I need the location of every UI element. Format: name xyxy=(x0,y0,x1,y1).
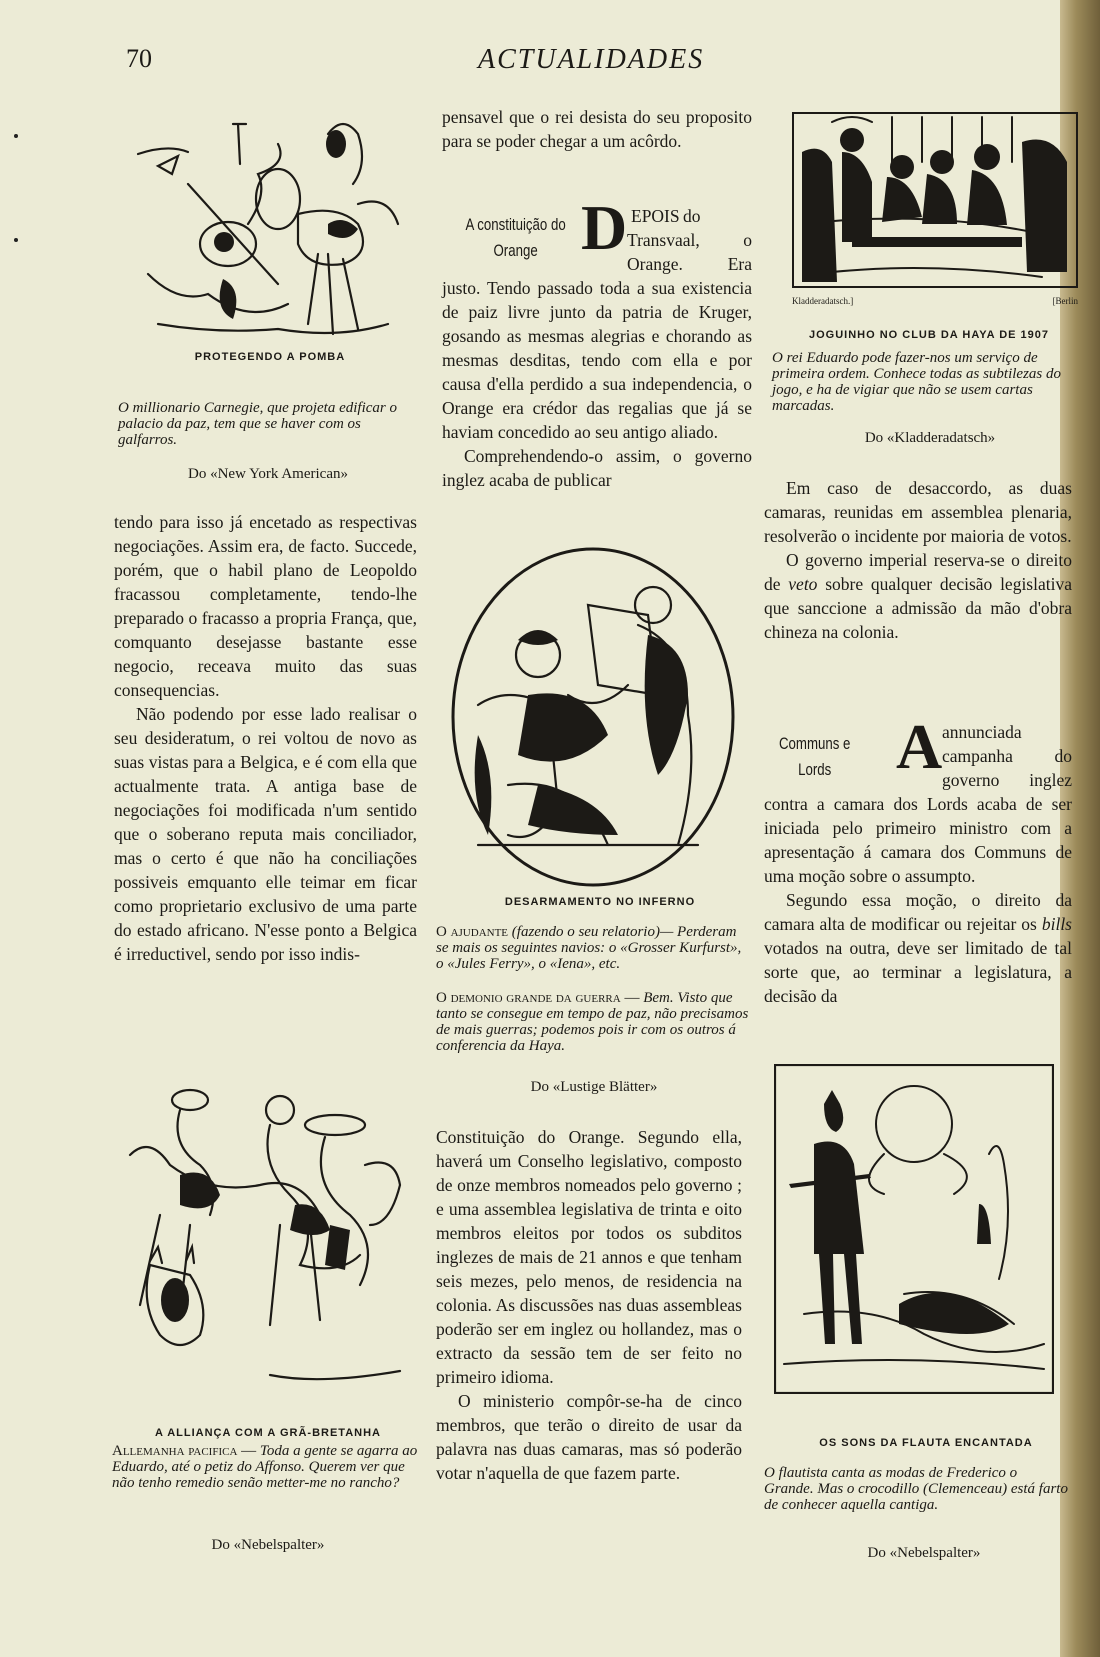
pomba-cartoon-illustration xyxy=(128,104,412,354)
sidehead-orange: A constituição do Orange xyxy=(465,215,566,260)
club-haya-source: Do «Kladderadatsch» xyxy=(864,430,996,446)
lords-paragraph-text: annunciada campanha do governo inglez contra a camara dos Lords acaba de ser iniciada pelo primeiro ministro com a apresentação á camara dos Communs de uma moção sobre o assumpto. xyxy=(764,722,1072,886)
orange-float-spacer xyxy=(442,204,627,276)
column-2-lower-text xyxy=(436,1125,742,1485)
inferno-speaker-1: O ajudante xyxy=(436,924,509,940)
inferno-source: Do «Lustige Blätter» xyxy=(530,1079,658,1095)
orange-body xyxy=(442,204,752,492)
club-haya-caption-title: JOGUINHO NO CLUB DA HAYA DE 1907 xyxy=(808,329,1050,341)
club-haya-signature-left: Kladderadatsch.] xyxy=(792,296,854,306)
inferno-cartoon-illustration xyxy=(448,545,738,890)
alliance-caption-title: A ALLIANÇA COM A GRÃ-BRETANHA xyxy=(155,1427,381,1439)
column-1-text xyxy=(114,510,417,966)
col2-paragraph-top: pensavel que o rei desista do seu proposito para se poder chegar a um acôrdo. xyxy=(442,107,752,151)
col3-p3-part-b: votados na outra, deve ser limitado de tal sorte que, ao terminar a legislatura, a decisão da xyxy=(764,938,1072,1006)
inferno-caption-1 xyxy=(436,924,752,972)
col3-p2-part-a: O governo imperial reserva-se o direito de xyxy=(764,550,1072,594)
margin-mark xyxy=(14,238,18,242)
flauta-caption-title: OS SONS DA FLAUTA ENCANTADA xyxy=(819,1437,1033,1449)
lords-article xyxy=(764,720,1072,1008)
alliance-cartoon-illustration xyxy=(120,1075,416,1397)
margin-mark xyxy=(14,134,18,138)
alliance-source: Do «Nebelspalter» xyxy=(211,1537,325,1553)
column-3-upper-text xyxy=(764,476,1072,644)
club-haya-illustration xyxy=(792,112,1078,288)
col3-paragraph-2 xyxy=(764,548,1072,644)
col3-p3-part-a: Segundo essa moção, o direito da camara alta de modificar ou rejeitar os xyxy=(764,890,1072,934)
inferno-text-2: Bem. Visto que tanto se consegue em tempo de paz, não precisamos de mais guerras; podemos pois ir com os outros á conferencia da Haya. xyxy=(436,990,749,1054)
dropcap-orange: D xyxy=(581,192,628,263)
flauta-caption: O flautista canta as modas de Frederico o Grande. Mas o crocodillo (Clemenceau) está farto de conhecer aquella cantiga. xyxy=(764,1465,1068,1513)
club-haya-caption: O rei Eduardo pode fazer-nos um serviço de primeira ordem. Conhece todas as subtilezas do jogo, e ha de vigiar que não se usem cartas marcadas. xyxy=(772,350,1062,414)
col3-paragraph-3 xyxy=(764,888,1072,1008)
pomba-caption: O millionario Carnegie, que projeta edificar o palacio da paz, tem que se haver com os galfarros. xyxy=(118,400,398,448)
dropcap-lords: A xyxy=(896,711,943,782)
col2-paragraph-2: Comprehendendo-o assim, o governo inglez acaba de publicar xyxy=(442,446,752,490)
alliance-speaker: Allemanha pacifica — xyxy=(112,1443,257,1459)
pomba-source: Do «New York American» xyxy=(188,466,348,482)
alliance-caption xyxy=(112,1443,420,1491)
orange-lead: EPOIS xyxy=(631,206,680,226)
col3-p3-bills: bills xyxy=(1041,914,1072,934)
lords-float-spacer xyxy=(764,720,942,792)
col1-paragraph-2: Não podendo por esse lado realisar o seu desideratum, o rei voltou de novo as suas vistas para a Belgica, e é com ella que actualmente trata. A antiga base de negociações foi modificada n'um sentido que o soberano reputa mais conciliador, mas o certo é que não ha conciliações possiveis emquanto elle teimar em ficar como proprietario exclusivo de uma parte do estado africano. N'esse ponto a Belgica é irreductivel, sendo por isso indis- xyxy=(114,704,417,964)
inferno-caption-2 xyxy=(436,990,752,1054)
flauta-source: Do «Nebelspalter» xyxy=(867,1545,981,1561)
col3-paragraph-1: Em caso de desaccordo, as duas camaras, reunidas em assemblea plenaria, resolverão o incidente por maioria de votos. xyxy=(764,478,1072,546)
page-number: 70 xyxy=(126,44,152,73)
col3-p2-part-b: sobre qualquer decisão legislativa que sanccione a admissão da mão d'obra chineza na colonia. xyxy=(764,574,1072,642)
orange-paragraph-text: do Transvaal, o Orange. Era justo. Tendo passado toda a sua existencia de paiz livre junto da patria de Kruger, gosando as mesmas alegrias e chorando as mesmas desditas, tendo com ella e por causa d'ella perdido a sua independencia, o Orange era crédor das regalias que já se haviam concedido ao seu antigo aliado. xyxy=(442,206,752,442)
club-haya-signature-right: [Berlin xyxy=(1052,296,1078,306)
inferno-speaker-2: O demonio grande da guerra — xyxy=(436,990,640,1006)
pomba-caption-title: PROTEGENDO A POMBA xyxy=(194,351,346,363)
col2-paragraph-4: O ministerio compôr-se-ha de cinco membros, que terão o direito de usar da palavra nas duas camaras, mas só poderão votar n'aquella de que fazem parte. xyxy=(436,1391,742,1483)
col3-p2-veto: veto xyxy=(788,574,818,594)
flauta-cartoon-illustration xyxy=(774,1064,1054,1394)
inferno-text-1: (fazendo o seu relatorio)— Perderam se mais os seguintes navios: o «Grosser Kurfurst», o «Jules Ferry», o «Iena», etc. xyxy=(436,924,742,972)
col2-paragraph-3: Constituição do Orange. Segundo ella, haverá um Conselho legislativo, composto de onze membros nomeados pelo governo ; e uma assemblea legislativa de trinta e oito membros eleitos por todos os subditos inglezes de mais de 21 annos e que tenham seis mezes, pelo menos, de residencia na colonia. As discussões nas duas assembleas poderão ser em inglez ou hollandez, mas o extracto da sessão tem de ser feito no primeiro idioma. xyxy=(436,1127,742,1387)
inferno-caption-title: DESARMAMENTO NO INFERNO xyxy=(504,896,696,908)
alliance-caption-text: Toda a gente se agarra ao Eduardo, até o petiz do Affonso. Querem ver que não tenho remedio senão metter-me no rancho? xyxy=(112,1443,418,1491)
sidehead-lords: Communs e Lords xyxy=(778,734,851,779)
page-title: ACTUALIDADES xyxy=(478,44,705,75)
col1-paragraph-1: tendo para isso já encetado as respectivas negociações. Assim era, de facto. Succede, porém, que o habil plano de Leopoldo fracassou completamente, tendo-lhe preparado o fracasso a propria França, que, comquanto desejasse bastante esse negocio, receava muito das suas consequencias. xyxy=(114,512,417,700)
